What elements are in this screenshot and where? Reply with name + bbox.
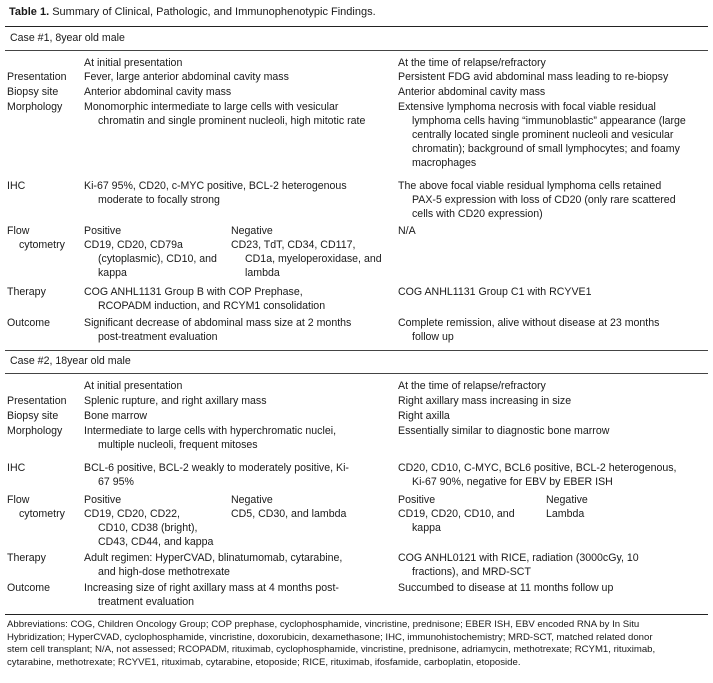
cell-relapse-line: chromatin); background of small lymphocytes; and foamy — [412, 143, 680, 155]
cell-relapse: Right axilla — [398, 410, 450, 422]
cell-relapse-line: PAX-5 expression with loss of CD20 (only rare scattered — [412, 194, 676, 206]
bottom-rule — [5, 614, 708, 615]
row-label: Therapy — [7, 286, 46, 298]
cell-relapse-line: Extensive lymphoma necrosis with focal viable residual — [398, 101, 656, 113]
cell-initial: Splenic rupture, and right axillary mass — [84, 395, 267, 407]
cell-relapse-line: Ki-67 90%, negative for EBV by EBER ISH — [412, 476, 613, 488]
cell-initial-line: COG ANHL1131 Group B with COP Prephase, — [84, 286, 303, 298]
row-label: Flow — [7, 225, 30, 237]
cell-relapse: Anterior abdominal cavity mass — [398, 86, 546, 98]
row-label: Biopsy site — [7, 410, 59, 422]
cell-initial-line: Significant decrease of abdominal mass size at 2 months — [84, 317, 352, 329]
row-label: Presentation — [7, 395, 67, 407]
case1-col-initial: At initial presentation — [84, 57, 183, 69]
table-label: Table 1. — [9, 6, 50, 18]
cell-initial-line: post-treatment evaluation — [98, 331, 218, 343]
cell-initial-line: Adult regimen: HyperCVAD, blinatumomab, cytarabine, — [84, 552, 343, 564]
cell-relapse: Right axillary mass increasing in size — [398, 395, 572, 407]
flow-positive-label: Positive — [84, 494, 122, 506]
flow-negative-label: Negative — [231, 225, 273, 237]
flow-positive-line: CD43, CD44, and kappa — [98, 536, 214, 548]
cell-initial-line: Monomorphic intermediate to large cells with vesicular — [84, 101, 339, 113]
row-label: IHC — [7, 462, 26, 474]
row-label: cytometry — [19, 508, 65, 520]
footnote-line: Abbreviations: COG, Children Oncology Group; COP prephase, cyclophosphamide, vincristine, prednisone; EBER ISH, EBV encoded RNA by In Situ — [7, 619, 640, 630]
case1-col-relapse: At the time of relapse/refractory — [398, 57, 546, 69]
row-label: Outcome — [7, 317, 50, 329]
cell-initial: Fever, large anterior abdominal cavity mass — [84, 71, 289, 83]
case2-col-initial: At initial presentation — [84, 380, 183, 392]
flow-negative-line: CD5, CD30, and lambda — [231, 508, 347, 520]
cell-initial-line: and high-dose methotrexate — [98, 566, 230, 578]
cell-initial-line: 67 95% — [98, 476, 134, 488]
flow-negative-line: CD1a, myeloperoxidase, and — [245, 253, 382, 265]
case2-top-rule — [5, 350, 708, 351]
cell-relapse: Persistent FDG avid abdominal mass leading to re-biopsy — [398, 71, 669, 83]
row-label: Outcome — [7, 582, 50, 594]
cell-initial-line: moderate to focally strong — [98, 194, 220, 206]
footnote-line: cytarabine, methotrexate; RCYVE1, rituximab, cytarabine, etoposide; RICE, rituximab, ifosfamide, carboplatin, etoposide. — [7, 656, 521, 668]
flow-positive-line: CD10, CD38 (bright), — [98, 522, 198, 534]
case1-header: Case #1, 8year old male — [10, 32, 125, 44]
footnote-line: Hybridization; HyperCVAD, cyclophosphamide, vincristine, doxorubicin, dexamethasone; IHC, immunohistochemistry; MRD-SCT, matched related donor — [7, 631, 653, 643]
cell-relapse-line: fractions), and MRD-SCT — [412, 566, 531, 578]
cell-initial-line: BCL-6 positive, BCL-2 weakly to moderately positive, Ki- — [84, 462, 349, 474]
cell-relapse: Succumbed to disease at 11 months follow up — [398, 582, 614, 594]
flow-relapse-positive-line: kappa — [412, 522, 441, 534]
cell-relapse-line: cells with CD20 expression) — [412, 208, 543, 220]
row-label: cytometry — [19, 239, 65, 251]
case2-header: Case #2, 18year old male — [10, 355, 131, 367]
cell-initial-line: RCOPADM induction, and RCYM1 consolidation — [98, 300, 326, 312]
cell-relapse: Essentially similar to diagnostic bone marrow — [398, 425, 610, 437]
cell-relapse: N/A — [398, 225, 416, 237]
table-caption: Summary of Clinical, Pathologic, and Immunophenotypic Findings. — [52, 6, 376, 18]
cell-relapse-line: lymphoma cells having “immunoblastic” appearance (large — [412, 115, 686, 127]
flow-relapse-negative-line: Lambda — [546, 508, 585, 520]
cell-relapse: COG ANHL1131 Group C1 with RCYVE1 — [398, 286, 592, 298]
row-label: Morphology — [7, 101, 63, 113]
row-label: Therapy — [7, 552, 46, 564]
row-label: Presentation — [7, 71, 67, 83]
case2-col-relapse: At the time of relapse/refractory — [398, 380, 546, 392]
row-label: Flow — [7, 494, 30, 506]
table-title — [9, 6, 376, 19]
cell-relapse-line: follow up — [412, 331, 454, 343]
flow-positive-line: (cytoplasmic), CD10, and — [98, 253, 217, 265]
flow-negative-line: CD23, TdT, CD34, CD117, — [231, 239, 356, 251]
cell-initial: Bone marrow — [84, 410, 147, 422]
row-label: Morphology — [7, 425, 63, 437]
cell-initial-line: Intermediate to large cells with hyperchromatic nuclei, — [84, 425, 337, 437]
flow-negative-line: lambda — [245, 267, 280, 279]
flow-positive-line: kappa — [98, 267, 127, 279]
flow-positive-line: CD19, CD20, CD22, — [84, 508, 180, 520]
row-label: Biopsy site — [7, 86, 59, 98]
cell-initial-line: treatment evaluation — [98, 596, 194, 608]
row-label: IHC — [7, 180, 26, 192]
cell-relapse-line: CD20, CD10, C-MYC, BCL6 positive, BCL-2 heterogenous, — [398, 462, 677, 474]
cell-initial-line: Ki-67 95%, CD20, c-MYC positive, BCL-2 heterogenous — [84, 180, 347, 192]
flow-relapse-negative-label: Negative — [546, 494, 588, 506]
case2-rule — [5, 373, 708, 374]
flow-positive-label: Positive — [84, 225, 122, 237]
cell-initial: Anterior abdominal cavity mass — [84, 86, 232, 98]
cell-initial-line: Increasing size of right axillary mass at 4 months post- — [84, 582, 339, 594]
cell-relapse-line: macrophages — [412, 157, 477, 169]
cell-relapse-line: Complete remission, alive without disease at 23 months — [398, 317, 660, 329]
cell-relapse-line: centrally located single prominent nucleoli and vesicular — [412, 129, 674, 141]
flow-relapse-positive-label: Positive — [398, 494, 436, 506]
cell-initial-line: chromatin and single prominent nucleoli, high mitotic rate — [98, 115, 366, 127]
cell-relapse-line: The above focal viable residual lymphoma cells retained — [398, 180, 662, 192]
case1-rule — [5, 50, 708, 51]
flow-positive-line: CD19, CD20, CD79a — [84, 239, 183, 251]
top-rule — [5, 26, 708, 27]
cell-relapse-line: COG ANHL0121 with RICE, radiation (3000cGy, 10 — [398, 552, 639, 564]
flow-negative-label: Negative — [231, 494, 273, 506]
footnote — [7, 619, 655, 669]
flow-relapse-positive-line: CD19, CD20, CD10, and — [398, 508, 515, 520]
footnote-line: stem cell transplant; N/A, not assessed; RCOPADM, rituximab, cyclophosphamide, vincristine, prednisone, adriamycin, methotrexate; RCYM1, rituximab, — [7, 644, 656, 656]
cell-initial-line: multiple nucleoli, frequent mitoses — [98, 439, 258, 451]
